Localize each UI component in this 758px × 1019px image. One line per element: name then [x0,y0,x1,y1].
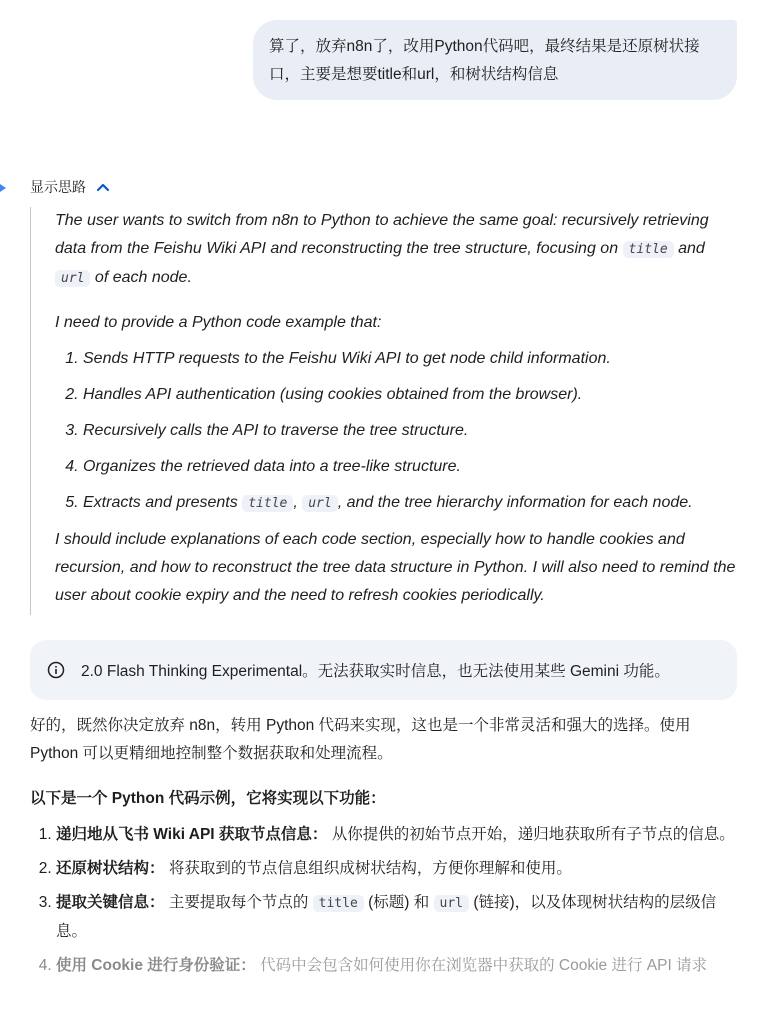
inline-code-title: title [623,241,674,258]
inline-code-url: url [434,895,469,912]
show-thoughts-label: 显示思路 [30,179,86,195]
feature-title: 递归地从飞书 Wiki API 获取节点信息： [56,826,328,843]
inline-code-url: url [302,495,337,512]
thoughts-text: , [293,494,303,511]
thoughts-paragraph-2: I need to provide a Python code example that: [55,314,382,331]
feature-list [30,821,738,980]
feature-item [56,855,738,883]
model-notice [30,640,737,700]
thoughts-step: 3. Recursively calls the API to traverse the tree structure. [83,417,740,445]
feature-desc: 代码中会包含如何使用你在浏览器中获取的 Cookie 进行 API 请求 [260,957,708,974]
thoughts-text: The user wants to switch from n8n to Python to achieve the same goal: recursively retrieving data from the Feishu Wiki API and reconstructing the tree structure, focusing on [55,212,709,257]
inline-code-title: title [313,895,364,912]
user-message-text: 算了，放弃n8n了，改用Python代码吧，最终结果是还原树状接口，主要是想要title和url，和树状结构信息 [269,38,700,83]
thoughts-step: 4. Organizes the retrieved data into a tree-like structure. [83,453,740,481]
feature-desc: 从你提供的初始节点开始，递归地获取所有子节点的信息。 [331,826,735,843]
answer-intro-2: 以下是一个 Python 代码示例，它将实现以下功能： [30,790,386,807]
feature-desc: 将获取到的节点信息组织成树状结构，方便你理解和使用。 [168,860,572,877]
feature-item [56,952,738,980]
feature-desc-text: 主要提取每个节点的 [168,894,313,911]
user-message-bubble [253,20,737,100]
feature-title: 提取关键信息： [56,894,165,911]
thoughts-paragraph-3: I should include explanations of each code section, especially how to handle cookies and recursion, and how to reconstruct the tree data structure in Python. I will also need to remind the user about cookie expiry and the need to refresh cookies periodically. [55,531,736,604]
thoughts-paragraph-1 [55,207,740,293]
thoughts-steps-list [55,345,740,518]
feature-title: 还原树状结构： [56,860,165,877]
thoughts-text: and [673,240,705,257]
chevron-up-icon [96,182,110,192]
feature-title: 使用 Cookie 进行身份验证： [56,957,256,974]
feature-item [56,889,738,946]
inline-code-title: title [242,495,293,512]
thoughts-text: , and the tree hierarchy information for each node. [337,494,693,511]
feature-desc-text: (链接)，以及体现树状结构的层级信息。 [56,894,717,940]
feature-desc-text: (标题) 和 [363,894,434,911]
feature-item [56,821,738,849]
response-caret-icon [0,184,6,192]
thoughts-text: of each node. [90,269,192,286]
thoughts-step [83,489,740,518]
inline-code-url: url [55,270,90,287]
thoughts-text: Extracts and presents [83,494,243,511]
notice-text: 2.0 Flash Thinking Experimental。无法获取实时信息，也无法使用某些 Gemini 功能。 [81,663,670,680]
thoughts-step: 1. Sends HTTP requests to the Feishu Wiki API to get node child information. [83,345,740,373]
answer-intro: 好的，既然你决定放弃 n8n，转用 Python 代码来实现，这也是一个非常灵活和强大的选择。使用 Python 可以更精细地控制整个数据获取和处理流程。 [30,717,691,762]
response-body [30,712,738,986]
thoughts-panel [30,207,740,615]
thoughts-step: 2. Handles API authentication (using cookies obtained from the browser). [83,381,740,409]
show-thoughts-toggle[interactable] [30,176,110,198]
info-icon [47,661,65,679]
